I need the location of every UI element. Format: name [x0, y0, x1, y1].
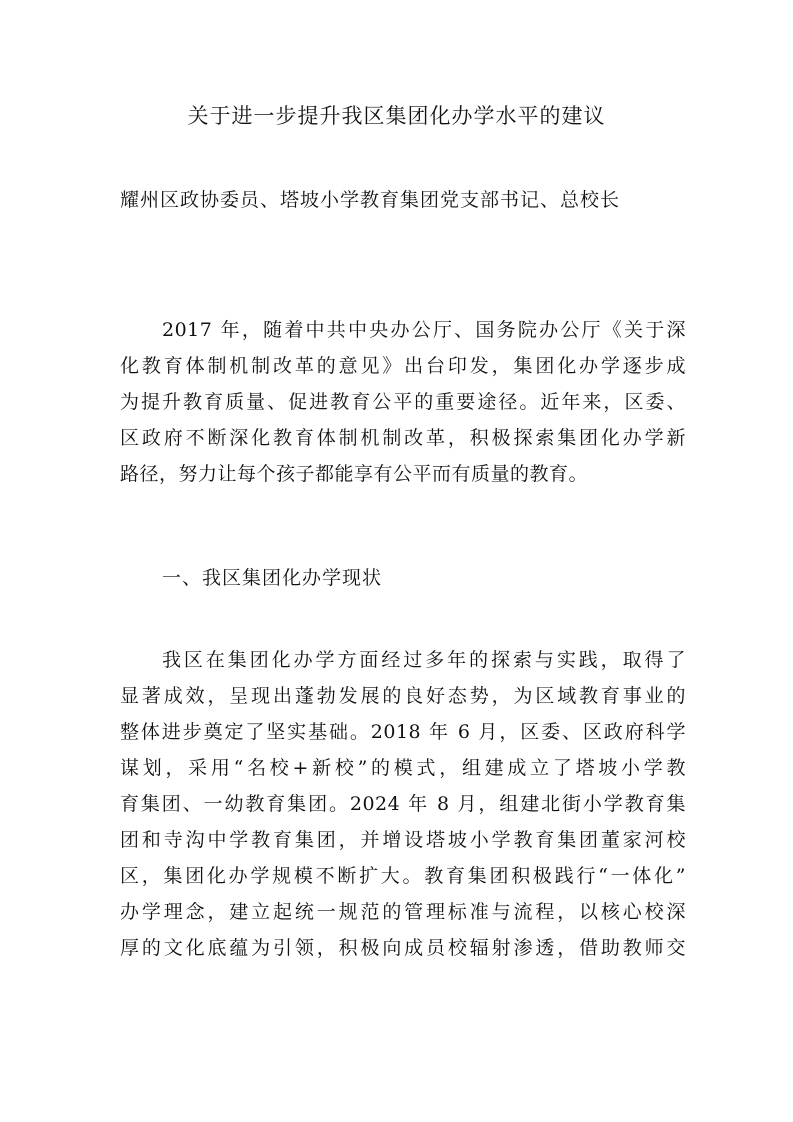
paragraph-line: 团和寺沟中学教育集团，并增设塔坡小学教育集团董家河校 — [120, 829, 686, 851]
paragraph-line: 办学理念，建立起统一规范的管理标准与流程，以核心校深 — [120, 901, 686, 923]
paragraph-line: 谋划，采用“名校+新校”的模式，组建成立了塔坡小学教 — [120, 757, 686, 779]
paragraph-line: 为提升教育质量、促进教育公平的重要途径。近年来，区委、 — [120, 391, 686, 413]
paragraph-line: 育集团、一幼教育集团。2024 年 8 月，组建北街小学教育集 — [120, 793, 686, 815]
section-heading: 一、我区集团化办学现状 — [162, 567, 383, 589]
paragraph-line: 2017 年，随着中共中央办公厅、国务院办公厅《关于深 — [162, 319, 686, 341]
author-line: 耀州区政协委员、塔坡小学教育集团党支部书记、总校长 — [120, 189, 621, 211]
document-title: 关于进一步提升我区集团化办学水平的建议 — [187, 104, 606, 128]
paragraph-line: 我区在集团化办学方面经过多年的探索与实践，取得了 — [162, 649, 686, 671]
paragraph-line: 化教育体制机制改革的意见》出台印发，集团化办学逐步成 — [120, 355, 686, 377]
paragraph-line: 厚的文化底蕴为引领，积极向成员校辐射渗透，借助教师交 — [120, 937, 686, 959]
paragraph-line: 显著成效，呈现出蓬勃发展的良好态势，为区域教育事业的 — [120, 685, 686, 707]
paragraph-line: 整体进步奠定了坚实基础。2018 年 6 月，区委、区政府科学 — [120, 721, 686, 743]
paragraph-line: 区政府不断深化教育体制机制改革，积极探索集团化办学新 — [120, 427, 686, 449]
paragraph-line: 区，集团化办学规模不断扩大。教育集团积极践行“一体化” — [120, 865, 686, 887]
paragraph-line: 路径，努力让每个孩子都能享有公平而有质量的教育。 — [120, 463, 589, 485]
paragraph-intro — [120, 312, 686, 492]
paragraph-status — [120, 642, 686, 966]
